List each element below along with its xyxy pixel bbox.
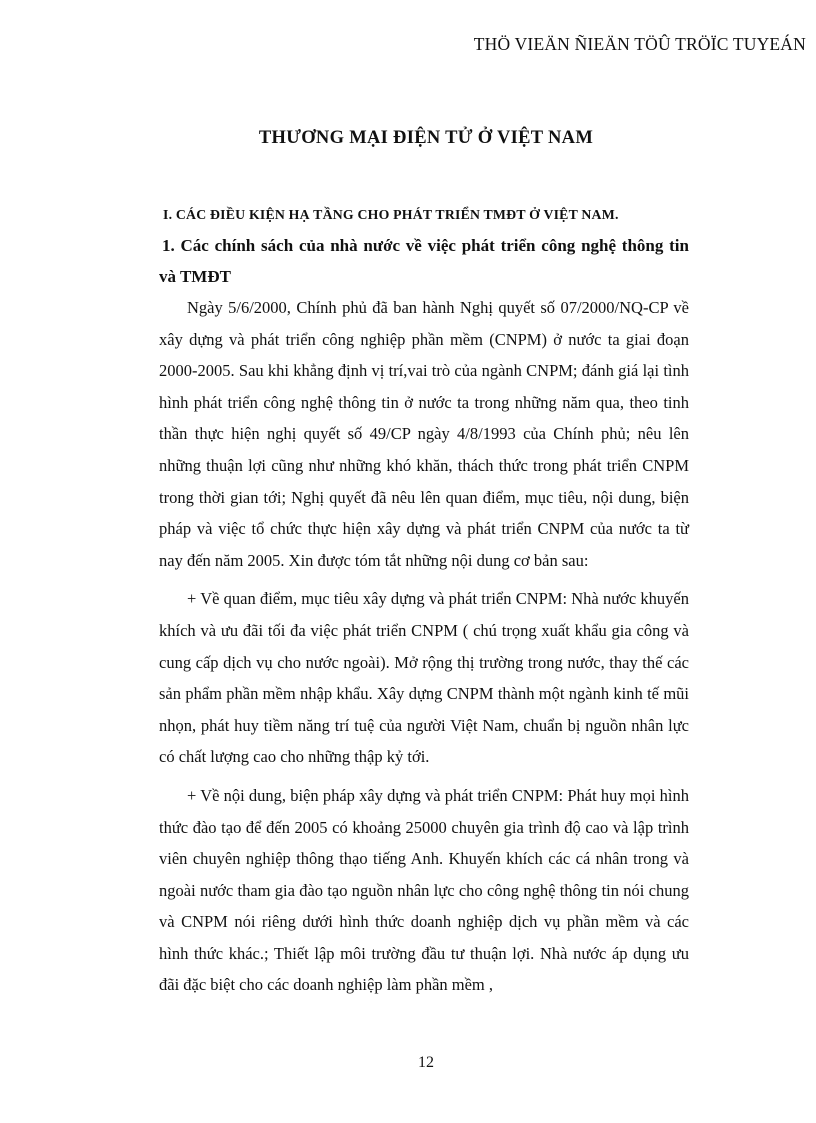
running-header: THÖ VIEÄN ÑIEÄN TÖÛ TRÖÏC TUYEÁN xyxy=(473,34,806,54)
section-heading: I. CÁC ĐIỀU KIỆN HẠ TẦNG CHO PHÁT TRIỂN TMĐT Ở VIỆT NAM. xyxy=(163,207,619,222)
subsection-heading-line-2: và TMĐT xyxy=(159,267,231,286)
paragraph: + Về nội dung, biện pháp xây dựng và phát triển CNPM: Phát huy mọi hình thức đào tạo để đến 2005 có khoảng 25000 chuyên gia trình độ cao và lập trình viên chuyên nghiệp thông thạo tiếng Anh. Khuyến khích các cá nhân trong và ngoài nước tham gia đào tạo nguồn nhân lực cho công nghệ thông tin nói chung và CNPM nói riêng dưới hình thức doanh nghiệp dịch vụ phần mềm và các hình thức khác.; Thiết lập môi trường đầu tư thuận lợi. Nhà nước áp dụng ưu đãi đặc biệt cho các doanh nghiệp làm phần mềm , xyxy=(159,785,689,995)
document-title: THƯƠNG MẠI ĐIỆN TỬ Ở VIỆT NAM xyxy=(258,128,594,148)
document-body xyxy=(159,230,689,1001)
page-number: 12 xyxy=(418,1054,434,1071)
paragraph: + Về quan điểm, mục tiêu xây dựng và phát triển CNPM: Nhà nước khuyến khích và ưu đãi tối đa việc phát triển CNPM ( chú trọng xuất khẩu gia công và cung cấp dịch vụ cho nước ngoài). Mở rộng thị trường trong nước, thay thế các sản phẩm phần mềm nhập khẩu. Xây dựng CNPM thành một ngành kinh tế mũi nhọn, phát huy tiềm năng trí tuệ của người Việt Nam, chuẩn bị nguồn nhân lực có chất lượng cao cho những thập kỷ tới. xyxy=(159,589,689,767)
subsection-heading-line-1: 1. Các chính sách của nhà nước về việc phát triển công nghệ thông tin xyxy=(162,236,689,255)
paragraph: Ngày 5/6/2000, Chính phủ đã ban hành Nghị quyết số 07/2000/NQ-CP về xây dựng và phát triển công nghiệp phần mềm (CNPM) ở nước ta giai đoạn 2000-2005. Sau khi khẳng định vị trí,vai trò của ngành CNPM; đánh giá lại tình hình phát triển công nghệ thông tin ở nước ta trong những năm qua, theo tinh thần thực hiện nghị quyết số 49/CP ngày 4/8/1993 của Chính phủ; nêu lên những thuận lợi cũng như những khó khăn, thách thức trong phát triển CNPM trong thời gian tới; Nghị quyết đã nêu lên quan điểm, mục tiêu, nội dung, biện pháp và việc tổ chức thực hiện xây dựng và phát triển CNPM của nước ta từ nay đến năm 2005. Xin được tóm tắt những nội dung cơ bản sau: xyxy=(159,298,689,570)
subsection-heading xyxy=(159,230,689,292)
